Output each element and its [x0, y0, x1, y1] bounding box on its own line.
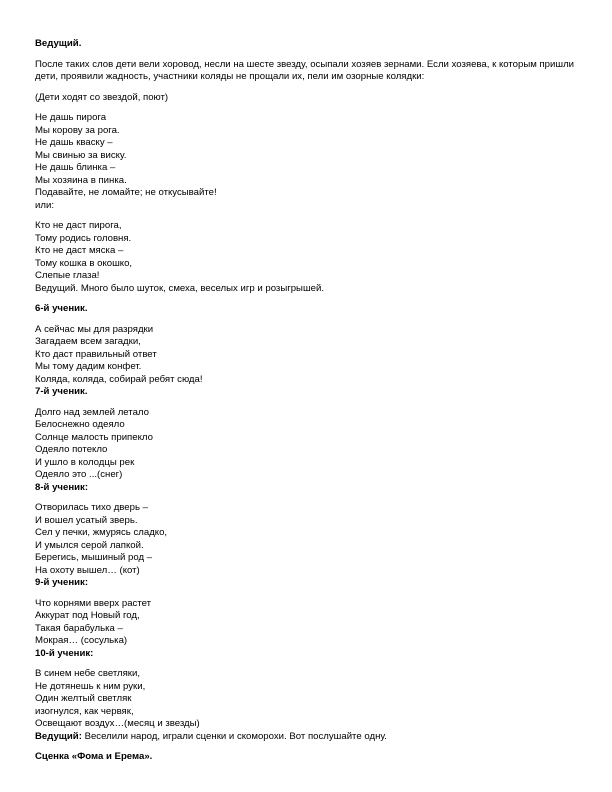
intro-paragraph: После таких слов дети вели хоровод, несли на шесте звезду, осыпали хозяев зернами. Если хозяева, к которым пришли дети, проявили жадность, участники коляды не прощали их, пели им озорные колядки: — [35, 58, 575, 82]
host-final-label: Ведущий: — [35, 730, 82, 742]
verse-line: Кто даст правильный ответ — [35, 348, 157, 360]
document-page — [35, 38, 580, 764]
stage-note: (Дети ходят со звездой, поют) — [35, 91, 169, 103]
verse-line: Загадаем всем загадки, — [35, 336, 141, 347]
verse-line: Не дашь кваску – — [35, 137, 113, 148]
verse-line: Кто не даст мяска – — [35, 245, 124, 256]
verse-line: Ведущий. Много было шуток, смеха, веселых игр и розыгрышей. — [35, 282, 325, 294]
verse-line: Отворилась тихо дверь – — [35, 502, 148, 513]
verse-line: или: — [35, 199, 54, 211]
verse-line: И вошел усатый зверь. — [35, 514, 138, 526]
verse-line: В синем небе светляки, — [35, 668, 141, 679]
host-final-line — [35, 731, 580, 744]
student-8-label: 8-й ученик: — [35, 481, 89, 493]
student-9-label: 9-й ученик: — [35, 577, 89, 588]
verse-line: Кто не даст пирога, — [35, 220, 122, 231]
student-6-riddle — [35, 324, 580, 399]
verse-line: Не дашь блинка – — [35, 162, 116, 173]
verse-line: И умылся серой лапкой. — [35, 539, 144, 551]
verse-line: И ушло в колодцы рек — [35, 456, 135, 468]
verse-line: Солнце малость припекло — [35, 431, 153, 443]
student-6-label: 6-й ученик. — [35, 303, 88, 314]
verse-1 — [35, 112, 580, 212]
student-9-riddle — [35, 598, 580, 661]
verse-line: На охоту вышел… (кот) — [35, 564, 140, 576]
verse-line: Один желтый светляк — [35, 693, 132, 704]
scene-title: Сценка «Фома и Ерема». — [35, 751, 153, 762]
verse-line: Не дашь пирога — [35, 112, 107, 123]
verse-line: Тому родись головня. — [35, 232, 132, 244]
verse-line: Берегись, мышиный род – — [35, 552, 153, 563]
verse-line: Сел у печки, жмурясь сладко, — [35, 527, 168, 538]
verse-line: Мы свинью за виску. — [35, 149, 127, 161]
verse-line: Коляда, коляда, собирай ребят сюда! — [35, 373, 203, 385]
verse-line: Не дотянешь к ним руки, — [35, 680, 146, 692]
verse-line: изогнулся, как червяк, — [35, 705, 134, 717]
verse-line: Мы корову за рога. — [35, 124, 120, 136]
verse-line: Долго над землей летало — [35, 406, 149, 418]
verse-line: Мы хозяина в пинка. — [35, 174, 127, 186]
verse-line: Одеяло это ...(снег) — [35, 469, 123, 480]
student-8-riddle — [35, 502, 580, 590]
verse-line: Такая барабулька – — [35, 622, 123, 634]
verse-line: Что корнями вверх растет — [35, 597, 152, 609]
verse-line: Одеяло потекло — [35, 444, 108, 455]
host-heading: Ведущий. — [35, 38, 82, 49]
verse-line: Мокрая… (сосулька) — [35, 635, 128, 646]
student-10-label: 10-й ученик: — [35, 647, 94, 659]
student-7-label: 7-й ученик. — [35, 386, 88, 397]
verse-2 — [35, 220, 580, 295]
student-7-riddle — [35, 407, 580, 495]
verse-line: Тому кошка в окошко, — [35, 257, 133, 269]
verse-line: А сейчас мы для разрядки — [35, 323, 154, 335]
student-10-riddle — [35, 668, 580, 743]
host-final-text: Веселили народ, играли сценки и скоморохи. Вот послушайте одну. — [81, 730, 387, 742]
verse-line: Подавайте, не ломайте; не откусывайте! — [35, 187, 217, 198]
verse-line: Слепые глаза! — [35, 270, 100, 281]
verse-line: Освещают воздух…(месяц и звезды) — [35, 718, 200, 729]
verse-line: Мы тому дадим конфет. — [35, 361, 142, 372]
verse-line: Белоснежно одеяло — [35, 419, 125, 430]
verse-line: Аккурат под Новый год, — [35, 610, 140, 621]
